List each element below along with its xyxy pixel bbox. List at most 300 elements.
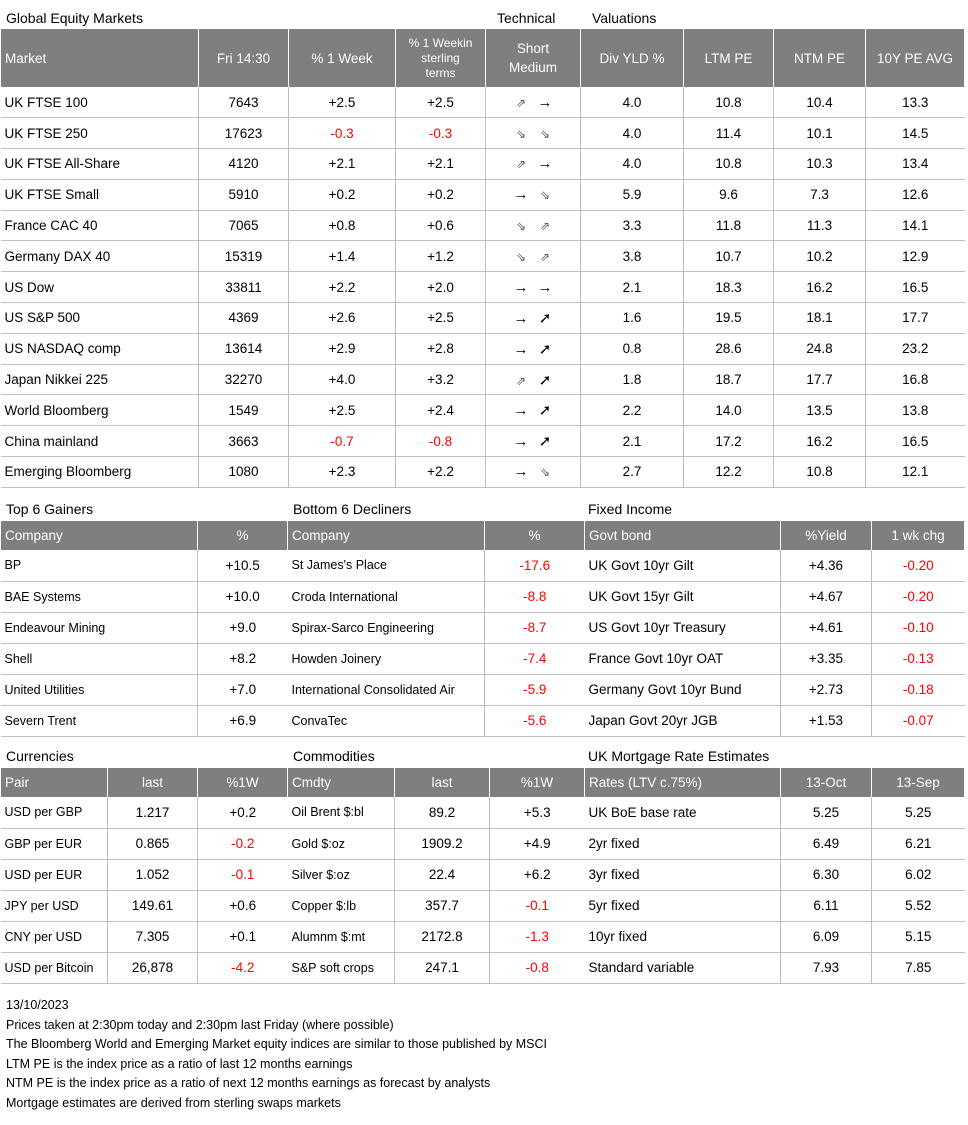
mortgage-product: UK BoE base rate [585, 797, 781, 828]
col-technical-medium: Medium [508, 60, 557, 75]
commodity-row [288, 859, 585, 890]
commodity-week-change: -0.8 [490, 952, 585, 983]
mortgage-product: 2yr fixed [585, 828, 781, 859]
decliners-table [287, 521, 585, 737]
pct-change: +10.0 [198, 581, 288, 612]
div-yield: 1.8 [581, 364, 684, 395]
market-sterling-change: +2.2 [396, 457, 486, 488]
bond-row [585, 643, 965, 674]
short-term-arrow-icon: → [513, 309, 529, 327]
market-price: 4120 [199, 149, 289, 180]
market-sterling-change: +2.8 [396, 333, 486, 364]
decliner-row [288, 705, 585, 736]
currency-week-change: -4.2 [198, 952, 288, 983]
bond-yield: +2.73 [781, 674, 872, 705]
mortgage-rate-oct: 7.93 [781, 952, 872, 983]
technical-signal [486, 303, 581, 334]
ntm-pe: 16.2 [774, 426, 866, 457]
bond-week-change: -0.20 [872, 550, 965, 581]
currency-pair: GBP per EUR [1, 828, 108, 859]
pe-10y-avg: 13.8 [866, 395, 965, 426]
col-technical [486, 29, 581, 87]
commodity-name: S&P soft crops [288, 952, 395, 983]
fixed-income-title: Fixed Income [588, 501, 673, 517]
market-week-change: +4.0 [289, 364, 396, 395]
market-sterling-change: +1.2 [396, 241, 486, 272]
ntm-pe: 10.1 [774, 118, 866, 149]
market-price: 15319 [199, 241, 289, 272]
short-term-arrow-icon: ⇗ [515, 373, 527, 388]
currencies-table [0, 768, 288, 984]
mortgage-rate-oct: 5.25 [781, 797, 872, 828]
commodity-week-change: +6.2 [490, 859, 585, 890]
equity-row [1, 272, 965, 303]
equity-row [1, 303, 965, 334]
mortgage-row [585, 921, 965, 952]
ntm-pe: 10.3 [774, 149, 866, 180]
commodity-row [288, 952, 585, 983]
ltm-pe: 11.4 [684, 118, 774, 149]
market-price: 7643 [199, 87, 289, 118]
ntm-pe: 10.2 [774, 241, 866, 272]
ltm-pe: 10.7 [684, 241, 774, 272]
equity-row [1, 118, 965, 149]
market-sterling-change: +0.2 [396, 179, 486, 210]
ntm-pe: 24.8 [774, 333, 866, 364]
col-sterling-line1: % 1 Weekin [408, 35, 473, 50]
currencies-col-week: %1W [198, 768, 288, 797]
commodity-name: Oil Brent $:bl [288, 797, 395, 828]
market-name: US S&P 500 [1, 303, 199, 334]
pct-change: +8.2 [198, 643, 288, 674]
mortgage-row [585, 828, 965, 859]
market-week-change: +2.1 [289, 149, 396, 180]
div-yield: 0.8 [581, 333, 684, 364]
decliner-row [288, 612, 585, 643]
currency-pair: USD per Bitcoin [1, 952, 108, 983]
technical-signal [486, 210, 581, 241]
company-name: BAE Systems [1, 581, 198, 612]
note-mortgage: Mortgage estimates are derived from sterling swaps markets [6, 1095, 341, 1110]
technical-signal [486, 87, 581, 118]
pe-10y-avg: 23.2 [866, 333, 965, 364]
mortgage-row [585, 952, 965, 983]
commodity-name: Silver $:oz [288, 859, 395, 890]
medium-term-arrow-icon: ⇘ [539, 188, 551, 203]
note-ltm: LTM PE is the index price as a ratio of last 12 months earnings [6, 1056, 353, 1071]
medium-term-arrow-icon: ➚ [538, 433, 552, 451]
pe-10y-avg: 12.1 [866, 457, 965, 488]
currency-pair: JPY per USD [1, 890, 108, 921]
market-sterling-change: +3.2 [396, 364, 486, 395]
equity-table [0, 29, 965, 488]
market-sterling-change: +2.4 [396, 395, 486, 426]
pe-10y-avg: 12.6 [866, 179, 965, 210]
bond-row [585, 674, 965, 705]
decliner-row [288, 674, 585, 705]
currency-week-change: -0.1 [198, 859, 288, 890]
gainers-col-company: Company [1, 521, 198, 550]
ltm-pe: 18.3 [684, 272, 774, 303]
short-term-arrow-icon: ⇘ [515, 219, 527, 234]
col-market: Market [1, 29, 199, 87]
pct-change: -5.6 [485, 705, 585, 736]
pct-change: -5.9 [485, 674, 585, 705]
bond-week-change: -0.20 [872, 581, 965, 612]
bond-name: France Govt 10yr OAT [585, 643, 781, 674]
decliner-row [288, 643, 585, 674]
mortgage-rate-oct: 6.30 [781, 859, 872, 890]
market-name: World Bloomberg [1, 395, 199, 426]
technical-signal [486, 149, 581, 180]
market-sterling-change: +2.0 [396, 272, 486, 303]
pct-change: -17.6 [485, 550, 585, 581]
commodity-last: 357.7 [395, 890, 490, 921]
div-yield: 3.8 [581, 241, 684, 272]
equity-row [1, 364, 965, 395]
mortgage-col-oct: 13-Oct [781, 768, 872, 797]
short-term-arrow-icon: → [513, 340, 529, 358]
bond-yield: +4.67 [781, 581, 872, 612]
pct-change: +6.9 [198, 705, 288, 736]
market-name: France CAC 40 [1, 210, 199, 241]
ltm-pe: 12.2 [684, 457, 774, 488]
mortgage-col-rates: Rates (LTV c.75%) [585, 768, 781, 797]
div-yield: 2.7 [581, 457, 684, 488]
market-week-change: -0.3 [289, 118, 396, 149]
bond-yield: +4.61 [781, 612, 872, 643]
market-name: China mainland [1, 426, 199, 457]
market-price: 33811 [199, 272, 289, 303]
ltm-pe: 18.7 [684, 364, 774, 395]
bond-yield: +4.36 [781, 550, 872, 581]
col-sterling-line3: terms [425, 65, 456, 80]
currency-last: 149.61 [108, 890, 198, 921]
bond-row [585, 612, 965, 643]
ltm-pe: 28.6 [684, 333, 774, 364]
col-ltm-pe: LTM PE [684, 29, 774, 87]
company-name: Severn Trent [1, 705, 198, 736]
currencies-col-last: last [108, 768, 198, 797]
commodity-last: 89.2 [395, 797, 490, 828]
bond-row [585, 550, 965, 581]
mortgage-table [584, 768, 965, 984]
commodity-last: 1909.2 [395, 828, 490, 859]
pe-10y-avg: 12.9 [866, 241, 965, 272]
gainer-row [1, 643, 288, 674]
market-sterling-change: -0.3 [396, 118, 486, 149]
currencies-col-pair: Pair [1, 768, 108, 797]
mortgage-rate-sep: 6.02 [872, 859, 965, 890]
ltm-pe: 9.6 [684, 179, 774, 210]
currency-pair: USD per GBP [1, 797, 108, 828]
medium-term-arrow-icon: ⇗ [539, 249, 551, 264]
bond-name: Japan Govt 20yr JGB [585, 705, 781, 736]
medium-term-arrow-icon: ➚ [538, 402, 552, 420]
bond-name: UK Govt 10yr Gilt [585, 550, 781, 581]
div-yield: 4.0 [581, 87, 684, 118]
market-name: Japan Nikkei 225 [1, 364, 199, 395]
note-indices: The Bloomberg World and Emerging Market equity indices are similar to those published by MSCI [6, 1037, 547, 1051]
div-yield: 3.3 [581, 210, 684, 241]
company-name: St James's Place [288, 550, 485, 581]
note-date: 13/10/2023 [6, 998, 69, 1012]
short-term-arrow-icon: → [513, 402, 529, 420]
currency-last: 26,878 [108, 952, 198, 983]
bond-row [585, 705, 965, 736]
ntm-pe: 16.2 [774, 272, 866, 303]
market-week-change: +2.5 [289, 87, 396, 118]
fixed-col-chg: 1 wk chg [872, 521, 965, 550]
company-name: United Utilities [1, 674, 198, 705]
company-name: Spirax-Sarco Engineering [288, 612, 485, 643]
market-name: Germany DAX 40 [1, 241, 199, 272]
market-week-change: +2.5 [289, 395, 396, 426]
pe-10y-avg: 13.3 [866, 87, 965, 118]
equity-row [1, 179, 965, 210]
technical-signal [486, 395, 581, 426]
technical-signal [486, 364, 581, 395]
technical-signal [486, 426, 581, 457]
mortgage-rate-sep: 6.21 [872, 828, 965, 859]
gainers-title: Top 6 Gainers [6, 501, 94, 517]
ntm-pe: 13.5 [774, 395, 866, 426]
pe-10y-avg: 14.1 [866, 210, 965, 241]
commodity-week-change: +4.9 [490, 828, 585, 859]
market-price: 1080 [199, 457, 289, 488]
currency-last: 0.865 [108, 828, 198, 859]
mortgage-rate-sep: 5.25 [872, 797, 965, 828]
bond-week-change: -0.07 [872, 705, 965, 736]
technical-title: Technical [497, 10, 556, 26]
market-week-change: +1.4 [289, 241, 396, 272]
footnotes [6, 996, 547, 1113]
bond-week-change: -0.10 [872, 612, 965, 643]
commodity-last: 247.1 [395, 952, 490, 983]
equity-row [1, 333, 965, 364]
col-sterling [396, 29, 486, 87]
medium-term-arrow-icon: → [537, 155, 553, 173]
currency-row [1, 828, 288, 859]
commodity-week-change: +5.3 [490, 797, 585, 828]
div-yield: 4.0 [581, 149, 684, 180]
market-week-change: -0.7 [289, 426, 396, 457]
ltm-pe: 19.5 [684, 303, 774, 334]
commodities-title: Commodities [293, 748, 375, 764]
gainer-row [1, 612, 288, 643]
market-name: UK FTSE 250 [1, 118, 199, 149]
pct-change: -8.8 [485, 581, 585, 612]
market-week-change: +2.3 [289, 457, 396, 488]
equity-row [1, 395, 965, 426]
equity-row [1, 426, 965, 457]
commodity-row [288, 797, 585, 828]
ntm-pe: 18.1 [774, 303, 866, 334]
market-price: 1549 [199, 395, 289, 426]
bond-name: UK Govt 15yr Gilt [585, 581, 781, 612]
short-term-arrow-icon: → [513, 433, 529, 451]
fixed-col-bond: Govt bond [585, 521, 781, 550]
commodity-row [288, 921, 585, 952]
short-term-arrow-icon: ⇘ [515, 126, 527, 141]
note-ntm: NTM PE is the index price as a ratio of next 12 months earnings as forecast by analysts [6, 1076, 491, 1090]
company-name: Croda International [288, 581, 485, 612]
market-price: 32270 [199, 364, 289, 395]
col-ntm-pe: NTM PE [774, 29, 866, 87]
currency-week-change: +0.1 [198, 921, 288, 952]
currency-row [1, 797, 288, 828]
decliner-row [288, 550, 585, 581]
commodity-last: 2172.8 [395, 921, 490, 952]
market-name: US Dow [1, 272, 199, 303]
market-price: 3663 [199, 426, 289, 457]
currency-last: 1.052 [108, 859, 198, 890]
mortgage-rate-sep: 7.85 [872, 952, 965, 983]
mortgage-row [585, 859, 965, 890]
pe-10y-avg: 17.7 [866, 303, 965, 334]
currency-pair: CNY per USD [1, 921, 108, 952]
equity-row [1, 241, 965, 272]
div-yield: 1.6 [581, 303, 684, 334]
market-price: 4369 [199, 303, 289, 334]
pct-change: +9.0 [198, 612, 288, 643]
short-term-arrow-icon: ⇗ [515, 95, 527, 110]
decliners-col-company: Company [288, 521, 485, 550]
currency-last: 1.217 [108, 797, 198, 828]
company-name: BP [1, 550, 198, 581]
pe-10y-avg: 14.5 [866, 118, 965, 149]
commodity-row [288, 828, 585, 859]
market-sterling-change: +2.1 [396, 149, 486, 180]
pe-10y-avg: 13.4 [866, 149, 965, 180]
bond-row [585, 581, 965, 612]
commodity-week-change: -1.3 [490, 921, 585, 952]
global-equity-title: Global Equity Markets [6, 10, 143, 26]
ltm-pe: 10.8 [684, 87, 774, 118]
short-term-arrow-icon: → [513, 463, 529, 481]
market-week-change: +0.8 [289, 210, 396, 241]
mortgage-row [585, 797, 965, 828]
mortgage-product: 3yr fixed [585, 859, 781, 890]
equity-row [1, 457, 965, 488]
gainers-col-pct: % [198, 521, 288, 550]
gainer-row [1, 674, 288, 705]
company-name: Endeavour Mining [1, 612, 198, 643]
currency-week-change: -0.2 [198, 828, 288, 859]
technical-signal [486, 457, 581, 488]
medium-term-arrow-icon: ⇗ [539, 219, 551, 234]
market-price: 5910 [199, 179, 289, 210]
market-name: UK FTSE 100 [1, 87, 199, 118]
div-yield: 2.1 [581, 272, 684, 303]
commodities-table [287, 768, 585, 984]
bond-name: US Govt 10yr Treasury [585, 612, 781, 643]
technical-signal [486, 241, 581, 272]
mortgage-rate-oct: 6.11 [781, 890, 872, 921]
company-name: Howden Joinery [288, 643, 485, 674]
market-name: UK FTSE Small [1, 179, 199, 210]
currency-pair: USD per EUR [1, 859, 108, 890]
mortgage-rate-sep: 5.52 [872, 890, 965, 921]
col-price: Fri 14:30 [199, 29, 289, 87]
market-price: 7065 [199, 210, 289, 241]
commodity-week-change: -0.1 [490, 890, 585, 921]
div-yield: 4.0 [581, 118, 684, 149]
div-yield: 2.2 [581, 395, 684, 426]
pe-10y-avg: 16.5 [866, 272, 965, 303]
market-name: US NASDAQ comp [1, 333, 199, 364]
market-sterling-change: +2.5 [396, 87, 486, 118]
col-technical-short: Short [516, 41, 550, 56]
market-sterling-change: +0.6 [396, 210, 486, 241]
pct-change: -8.7 [485, 612, 585, 643]
gainer-row [1, 550, 288, 581]
company-name: International Consolidated Air [288, 674, 485, 705]
medium-term-arrow-icon: → [537, 93, 553, 111]
commodity-last: 22.4 [395, 859, 490, 890]
mortgage-product: Standard variable [585, 952, 781, 983]
fixed-income-table [584, 521, 965, 737]
bond-name: Germany Govt 10yr Bund [585, 674, 781, 705]
medium-term-arrow-icon: ➚ [538, 309, 552, 327]
equity-row [1, 210, 965, 241]
mortgage-row [585, 890, 965, 921]
currency-row [1, 890, 288, 921]
technical-signal [486, 333, 581, 364]
commodities-col-last: last [395, 768, 490, 797]
col-div-yld: Div YLD % [581, 29, 684, 87]
currency-week-change: +0.2 [198, 797, 288, 828]
div-yield: 2.1 [581, 426, 684, 457]
market-name: Emerging Bloomberg [1, 457, 199, 488]
gainer-row [1, 581, 288, 612]
decliners-col-pct: % [485, 521, 585, 550]
short-term-arrow-icon: ⇗ [515, 157, 527, 172]
pct-change: +7.0 [198, 674, 288, 705]
gainers-table [0, 521, 288, 737]
short-term-arrow-icon: ⇘ [515, 249, 527, 264]
ntm-pe: 10.8 [774, 457, 866, 488]
technical-signal [486, 179, 581, 210]
market-price: 13614 [199, 333, 289, 364]
col-10y-pe-avg: 10Y PE AVG [866, 29, 965, 87]
commodities-col-cmdty: Cmdty [288, 768, 395, 797]
commodities-col-week: %1W [490, 768, 585, 797]
div-yield: 5.9 [581, 179, 684, 210]
market-week-change: +0.2 [289, 179, 396, 210]
market-week-change: +2.2 [289, 272, 396, 303]
market-price: 17623 [199, 118, 289, 149]
bond-week-change: -0.18 [872, 674, 965, 705]
col-sterling-line2: sterling [421, 50, 460, 65]
note-prices: Prices taken at 2:30pm today and 2:30pm last Friday (where possible) [6, 1017, 394, 1032]
currency-last: 7.305 [108, 921, 198, 952]
ntm-pe: 10.4 [774, 87, 866, 118]
ltm-pe: 11.8 [684, 210, 774, 241]
pe-10y-avg: 16.5 [866, 426, 965, 457]
gainer-row [1, 705, 288, 736]
currency-row [1, 859, 288, 890]
decliners-title: Bottom 6 Decliners [293, 501, 412, 517]
mortgage-col-sep: 13-Sep [872, 768, 965, 797]
mortgage-title: UK Mortgage Rate Estimates [588, 748, 770, 764]
ntm-pe: 7.3 [774, 179, 866, 210]
short-term-arrow-icon: → [513, 186, 529, 204]
technical-signal [486, 272, 581, 303]
mortgage-product: 5yr fixed [585, 890, 781, 921]
bond-yield: +1.53 [781, 705, 872, 736]
decliner-row [288, 581, 585, 612]
